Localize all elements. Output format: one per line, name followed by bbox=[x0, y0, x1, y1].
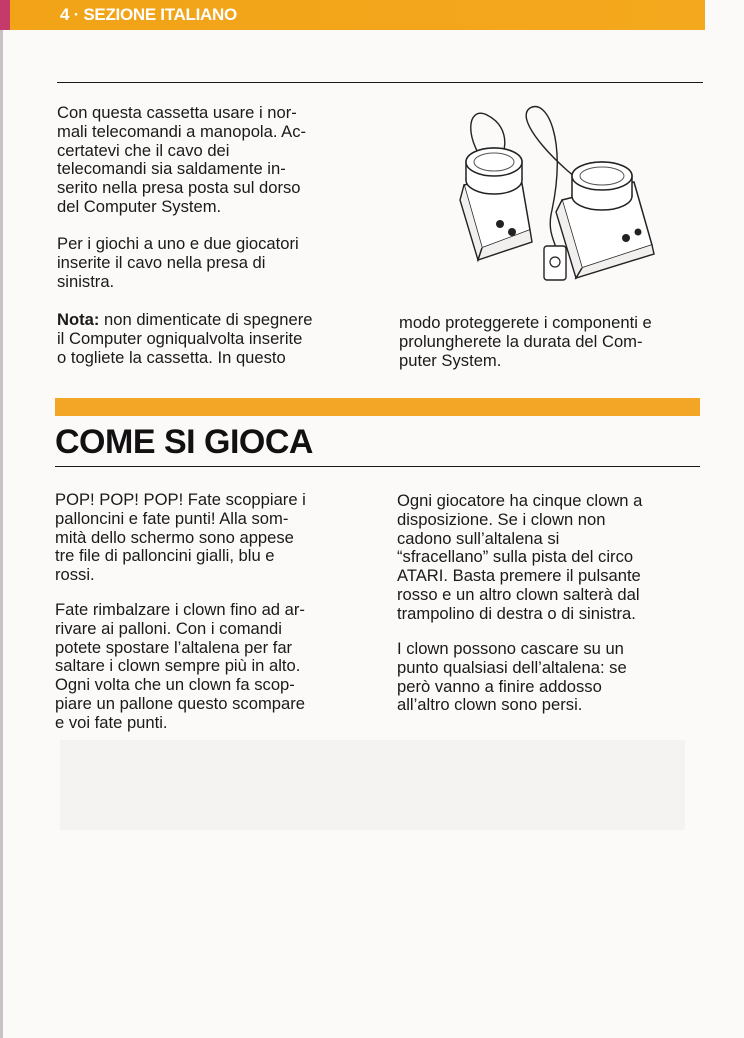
nota-text-right: modo proteggerete i componenti e prolungherete la durata del Com- puter System. bbox=[399, 313, 652, 370]
left-paragraph-2: Fate rimbalzare i clown fino ad ar- rivare ai palloni. Con i comandi potete spostare l’altalena per far saltare i clown sempre più in alto. Ogni volta che un clown fa scop- piare un pallone questo scompare e voi fate punti. bbox=[55, 600, 305, 732]
intro-paragraph-2: Per i giochi a uno e due giocatori inserite il cavo nella presa di sinistra. bbox=[57, 234, 299, 291]
header-stripe bbox=[0, 0, 10, 30]
nota-paragraph bbox=[57, 311, 313, 367]
right-paragraph-1: Ogni giocatore ha cinque clown a disposizione. Se i clown non cadono sull’altalena si “sfracellano” sulla pista del circo ATARI. Basta premere il pulsante rosso e un altro clown salterà dal trampolino di destra o di sinistra. bbox=[397, 491, 643, 623]
paddle-controllers-illustration bbox=[452, 100, 662, 290]
page-shade bbox=[60, 740, 685, 830]
intro-paragraph-1: Con questa cassetta usare i nor- mali telecomandi a manopola. Ac- certatevi che il cavo dei telecomandi sia saldamente in- serito nella presa posta sul dorso del Computer System. bbox=[57, 103, 307, 216]
right-paragraph-2: I clown possono cascare su un punto qualsiasi dell’altalena: se però vanno a finire addosso all’altro clown sono persi. bbox=[397, 639, 627, 715]
section-title: COME SI GIOCA bbox=[55, 423, 313, 461]
header-band bbox=[0, 0, 705, 30]
top-rule bbox=[57, 82, 703, 83]
nota-label: Nota: bbox=[57, 310, 100, 329]
section-header-label: 4 · SEZIONE ITALIANO bbox=[60, 5, 237, 24]
section-rule bbox=[55, 466, 700, 467]
left-paragraph-1: POP! POP! POP! Fate scoppiare i palloncini e fate punti! Alla som- mità dello schermo sono appese tre file di palloncini gialli, blu e rossi. bbox=[55, 490, 306, 585]
nota-text-left: non dimenticate di spegnere il Computer ogniqualvolta inserite o togliete la cassetta. In questo bbox=[57, 310, 313, 367]
section-orange-bar bbox=[55, 398, 700, 416]
page-left-edge bbox=[0, 0, 3, 1038]
